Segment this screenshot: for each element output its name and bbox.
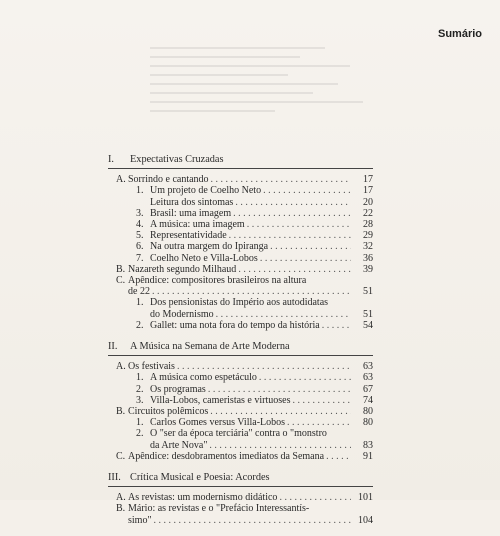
- page-number: 32: [363, 241, 373, 253]
- page-number: 104: [358, 514, 373, 526]
- toc-entry-text: Sorrindo e cantando: [128, 174, 209, 186]
- toc-entry[interactable]: [108, 384, 373, 395]
- toc-entry-text: Carlos Gomes versus Villa-Lobos: [150, 417, 286, 429]
- toc-entry-text: Os programas: [150, 383, 206, 395]
- toc-entry-cont-text: simo" . . .: [116, 515, 351, 526]
- toc-entry-label: [136, 320, 351, 331]
- table-of-contents: [108, 154, 373, 536]
- toc-entry-label: [136, 297, 351, 308]
- toc-entry-marker: B.: [116, 263, 126, 275]
- toc-entry[interactable]: [108, 253, 373, 264]
- toc-entry-marker: 2.: [136, 383, 144, 395]
- toc-entry-label: [136, 197, 351, 208]
- toc-entry-label: [136, 428, 351, 439]
- toc-entry-marker: 1.: [136, 297, 144, 309]
- page-number: 29: [363, 230, 373, 242]
- toc-entry-text: A música: uma imagem: [150, 219, 245, 231]
- toc-entry[interactable]: [108, 219, 373, 230]
- toc-entry-label: [136, 219, 351, 230]
- toc-entry-label: [136, 208, 351, 219]
- toc-entry-text: Na outra margem do Ipiranga: [150, 241, 269, 253]
- toc-entry-text: A música como espetáculo: [150, 372, 257, 384]
- toc-entry-text: Apêndice: desdobramentos imediatos da Semana: [128, 450, 325, 462]
- toc-entry-marker: 6.: [136, 241, 144, 253]
- page-number: 83: [363, 439, 373, 451]
- toc-entry-cont-text: da Arte Nova" . . .: [136, 440, 351, 451]
- toc-entry-marker: 2.: [136, 428, 144, 440]
- toc-section: [108, 472, 373, 526]
- toc-entry-label: [116, 451, 351, 462]
- toc-entry-marker: A.: [116, 174, 126, 186]
- page-number: 80: [363, 406, 373, 418]
- toc-entry[interactable]: [108, 372, 373, 383]
- toc-entry[interactable]: [108, 451, 373, 462]
- toc-entry-cont-text: do Modernismo . . .: [136, 309, 351, 320]
- toc-entry-marker: 1.: [136, 372, 144, 384]
- toc-entry-marker: 3.: [136, 394, 144, 406]
- toc-entry[interactable]: [108, 264, 373, 275]
- toc-entry[interactable]: [108, 503, 373, 514]
- toc-entry-label: [136, 372, 351, 383]
- page-number: 22: [363, 207, 373, 219]
- toc-entry-text: As revistas: um modernismo didático: [128, 492, 278, 504]
- toc-entry-text: O "ser da época terciária" contra o "monstro: [150, 428, 327, 440]
- section-heading: [108, 341, 373, 356]
- toc-entry-marker: 2.: [136, 319, 144, 331]
- toc-entry-marker: 7.: [136, 252, 144, 264]
- toc-entry-label: [136, 395, 351, 406]
- toc-entry-marker: 1.: [136, 185, 144, 197]
- page-number: 39: [363, 263, 373, 275]
- section-title: Expectativas Cruzadas: [130, 154, 224, 165]
- page-number: 101: [358, 492, 373, 504]
- toc-entry-text: Um projeto de Coelho Neto: [150, 185, 262, 197]
- toc-entry-label: [136, 384, 351, 395]
- toc-entry-text: Dos pensionistas do Império aos autodidatas: [150, 297, 329, 309]
- toc-entry[interactable]: [108, 297, 373, 308]
- toc-entry-label: [116, 275, 351, 286]
- page-number: 63: [363, 372, 373, 384]
- page-number: 17: [363, 185, 373, 197]
- toc-entry[interactable]: [108, 417, 373, 428]
- toc-entry[interactable]: [108, 428, 373, 439]
- toc-entry-label: [116, 174, 351, 185]
- section-title: A Música na Semana de Arte Moderna: [130, 341, 290, 353]
- toc-section: [108, 341, 373, 462]
- toc-entry-text: Mário: as revistas e o "Prefácio Interessantís-: [128, 503, 310, 515]
- section-heading: [108, 154, 373, 169]
- toc-entry-text: Os festivais: [128, 361, 175, 373]
- toc-entry-label: [136, 230, 351, 241]
- toc-entry-marker: 3.: [136, 207, 144, 219]
- toc-entry-marker: 4.: [136, 219, 144, 231]
- toc-entry[interactable]: [108, 320, 373, 331]
- toc-entry-label: [136, 241, 351, 252]
- toc-entry-marker: C.: [116, 275, 126, 287]
- toc-entry[interactable]: [108, 185, 373, 196]
- toc-entry-text: Circuitos polêmicos: [128, 406, 209, 418]
- toc-entry[interactable]: [108, 241, 373, 252]
- toc-entry[interactable]: [108, 395, 373, 406]
- page-number: 51: [363, 286, 373, 298]
- toc-entry-marker: B.: [116, 406, 126, 418]
- toc-entry[interactable]: [108, 208, 373, 219]
- toc-entry-label: [136, 253, 351, 264]
- toc-entry-text: Gallet: uma nota fora do tempo da história: [150, 319, 320, 331]
- toc-entry-text: Nazareth segundo Milhaud: [128, 263, 237, 275]
- toc-entry-continuation[interactable]: [108, 515, 373, 526]
- toc-entry-text: Apêndice: compositores brasileiros na altura: [128, 275, 307, 287]
- bleed-through-text: [150, 40, 400, 140]
- toc-entry-label: [116, 406, 351, 417]
- toc-entry-marker: C.: [116, 450, 126, 462]
- page-number: 67: [363, 383, 373, 395]
- toc-entry-label: [116, 361, 351, 372]
- toc-entry-text: Representatividade: [150, 230, 227, 242]
- toc-entry[interactable]: [108, 361, 373, 372]
- toc-entry-text: Brasil: uma imagem: [150, 207, 232, 219]
- page-number: 20: [363, 196, 373, 208]
- toc-entry[interactable]: [108, 492, 373, 503]
- toc-entry[interactable]: [108, 230, 373, 241]
- section-gap: [108, 532, 373, 536]
- toc-entry-marker: 1.: [136, 417, 144, 429]
- page-number: 74: [363, 394, 373, 406]
- toc-entry-label: [136, 417, 351, 428]
- toc-entry-label: [116, 503, 351, 514]
- section-numeral: I.: [108, 154, 115, 165]
- toc-entry-marker: A.: [116, 492, 126, 504]
- toc-entry[interactable]: [108, 174, 373, 185]
- toc-entry-marker: B.: [116, 503, 126, 515]
- toc-entry-continuation[interactable]: [108, 440, 373, 451]
- toc-entry-marker: A.: [116, 361, 126, 373]
- toc-entry-label: [116, 264, 351, 275]
- toc-entry-label: [136, 185, 351, 196]
- page-title: Sumário: [437, 28, 482, 40]
- toc-entry[interactable]: [108, 406, 373, 417]
- toc-entry-text: Villa-Lobos, cameristas e virtuoses: [150, 394, 291, 406]
- toc-entry-marker: 5.: [136, 230, 144, 242]
- page-number: 17: [363, 174, 373, 186]
- section-numeral: II.: [108, 341, 118, 353]
- page-number: 54: [363, 319, 373, 331]
- toc-entry[interactable]: [108, 197, 373, 208]
- page-number: 91: [363, 450, 373, 462]
- page-number: 51: [363, 308, 373, 320]
- toc-entry-text: Leitura dos sintomas: [150, 196, 234, 208]
- page-number: 80: [363, 417, 373, 429]
- page-number: 36: [363, 252, 373, 264]
- page-number: 28: [363, 219, 373, 231]
- toc-entry-continuation[interactable]: [108, 286, 373, 297]
- section-heading: [108, 472, 373, 487]
- section-numeral: III.: [108, 472, 121, 484]
- page-number: 63: [363, 361, 373, 373]
- toc-entry-continuation[interactable]: [108, 309, 373, 320]
- toc-entry[interactable]: [108, 275, 373, 286]
- toc-section: [108, 154, 373, 331]
- toc-entry-cont-text: de 22 . . .: [116, 286, 351, 297]
- section-title: Crítica Musical e Poesia: Acordes: [130, 472, 270, 484]
- toc-entry-label: [116, 492, 351, 503]
- toc-entry-text: Coelho Neto e Villa-Lobos: [150, 252, 258, 264]
